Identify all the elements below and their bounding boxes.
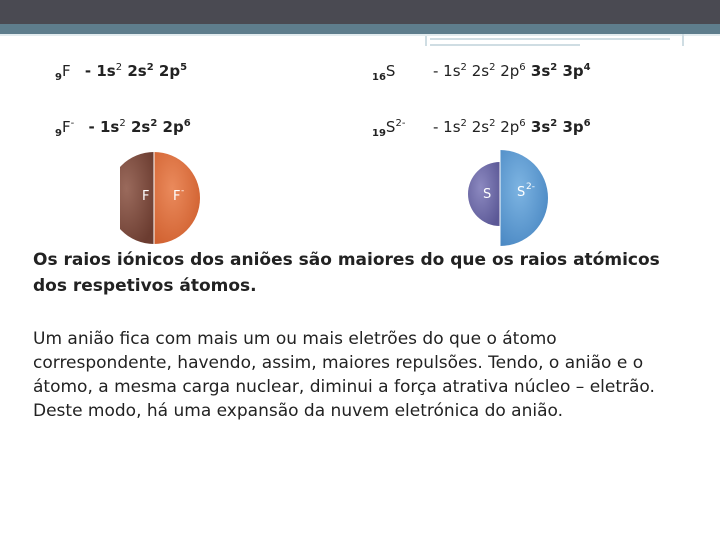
sulfide-configuration [433,118,591,139]
fluorine-size-diagram [120,148,220,248]
sulfur-size-diagram [460,148,560,248]
atom-label: S [483,187,492,202]
element-symbol: F [61,62,71,80]
ion-label: S [517,185,526,200]
config-exp: 6 [583,118,591,129]
sulfide-symbol [372,118,405,139]
config-part: 3p [557,118,584,136]
config-exp: 6 [183,118,191,129]
sulfur-configuration [433,62,591,83]
atomic-number: 9 [55,128,62,139]
config-part: 2s [125,118,151,136]
config-exp: 2 [460,62,467,73]
config-part: - 1s [84,62,116,80]
ion-charge: 2- [395,118,406,129]
config-exp: 2 [115,62,123,73]
config-exp: 2 [550,62,558,73]
config-part: 3s [525,62,551,80]
decorative-line [430,38,670,40]
ion-charge: - [70,118,75,129]
atom-label: F [142,189,150,204]
slide-accent-bar [0,24,720,34]
decorative-line [430,44,580,46]
config-exp: 2 [489,118,496,129]
slide-top-bar [0,0,720,24]
config-part: - 1s [88,118,120,136]
element-symbol: S [385,118,396,136]
slide-divider [0,34,720,36]
config-part: - 1s [433,118,461,136]
config-exp: 4 [583,62,591,73]
config-exp: 6 [519,62,526,73]
atomic-number: 19 [372,128,386,139]
config-part: 3s [525,118,551,136]
element-symbol: F [61,118,71,136]
element-symbol: S [385,62,396,80]
config-exp: 2 [489,62,496,73]
config-exp: 2 [460,118,467,129]
fluoride-configuration [55,118,191,139]
ion-charge: 2- [526,182,535,192]
config-part: 3p [557,62,584,80]
config-exp: 2 [550,118,558,129]
config-exp: 2 [119,118,126,129]
decorative-line [682,34,684,46]
sulfur-symbol [372,62,395,83]
config-part: 2p [495,118,520,136]
config-exp: 5 [180,62,188,73]
config-part: 2p [153,62,181,80]
config-part: 2s [466,118,490,136]
decorative-line [425,36,427,46]
config-exp: 6 [519,118,526,129]
config-part: 2p [157,118,184,136]
ion-label: F [173,189,181,204]
explanation-paragraph: Um anião fica com mais um ou mais eletrões do que o átomo correspondente, havendo, assim, maiores repulsões. Tendo, o anião e o átomo, a mesma carga nuclear, diminui a força atrativa núcleo – eletrão. Deste modo, há uma expansão da nuvem eletrónica do anião. [33,329,655,421]
config-part: 2s [466,62,490,80]
config-part: 2s [122,62,147,80]
config-part: 2p [495,62,520,80]
config-exp: 2 [150,118,158,129]
config-part: - 1s [433,62,461,80]
config-exp: 2 [146,62,154,73]
ion-charge: - [181,186,185,196]
atomic-number: 9 [55,72,62,83]
fluorine-configuration [55,62,187,83]
ionic-radius-statement: Os raios iónicos dos aniões são maiores do que os raios atómicos dos respetivos átomos. [33,250,660,296]
atomic-number: 16 [372,72,386,83]
